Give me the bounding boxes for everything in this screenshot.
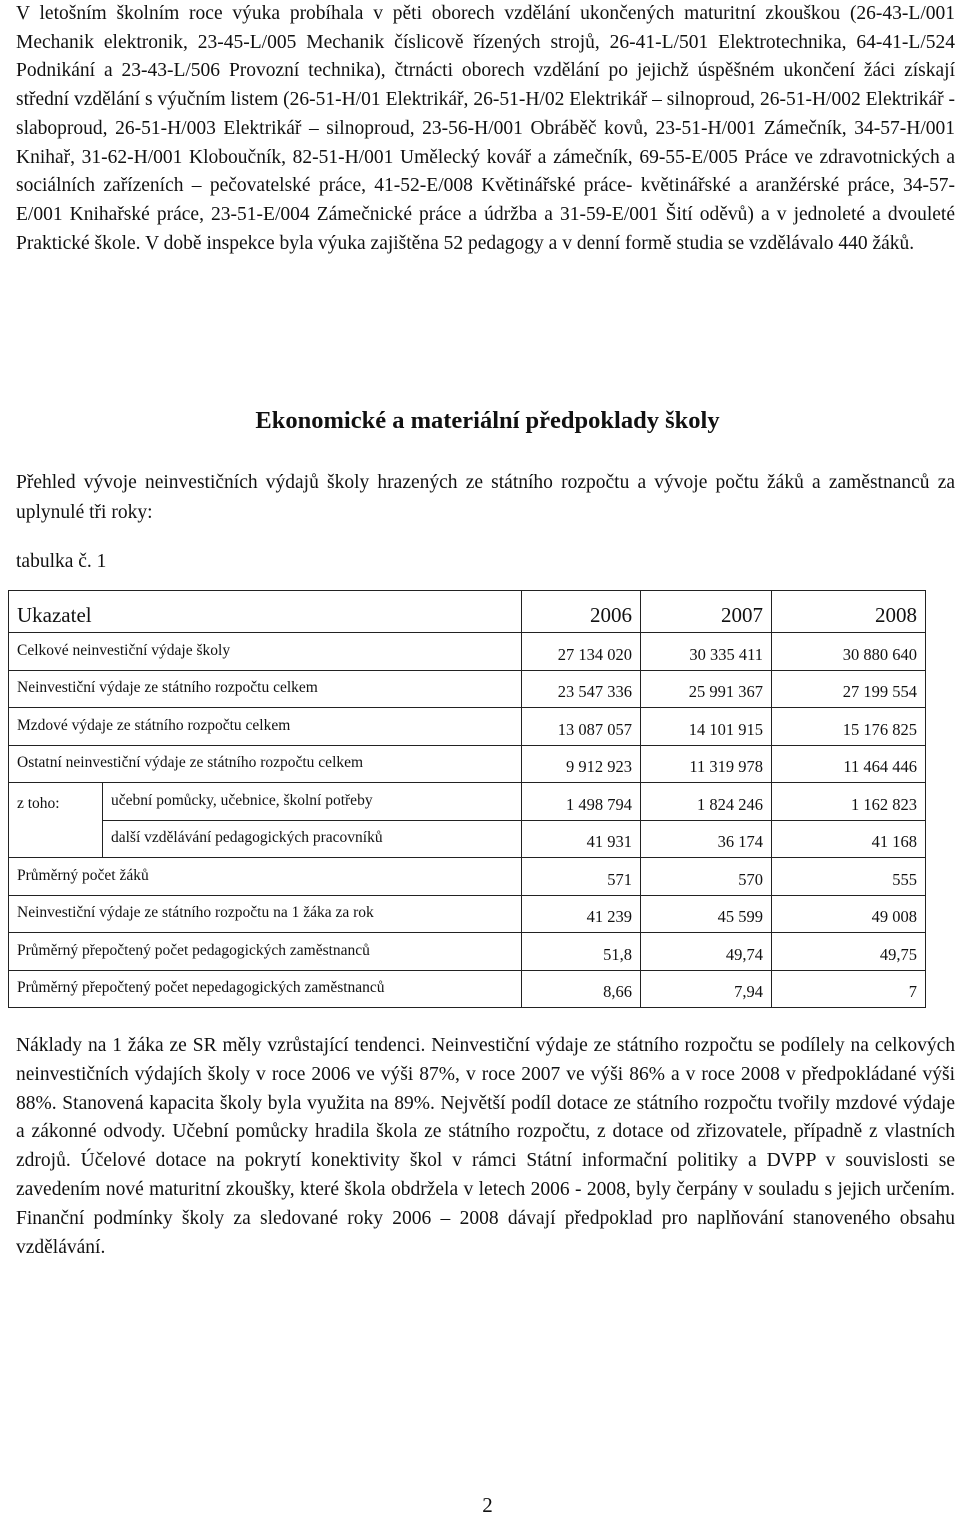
row-value: 555 bbox=[772, 858, 926, 896]
row-label: Neinvestiční výdaje ze státního rozpočtu na 1 žáka za rok bbox=[9, 895, 522, 933]
table-sub-row bbox=[9, 820, 926, 858]
row-value: 1 498 794 bbox=[522, 783, 641, 821]
page-number: 2 bbox=[482, 1493, 493, 1517]
row-value: 7,94 bbox=[641, 970, 772, 1008]
row-value: 27 134 020 bbox=[522, 633, 641, 671]
header-indicator: Ukazatel bbox=[9, 591, 522, 633]
table-header-row bbox=[9, 591, 926, 633]
row-value: 11 464 446 bbox=[772, 745, 926, 783]
row-value: 30 880 640 bbox=[772, 633, 926, 671]
row-value: 49,75 bbox=[772, 933, 926, 971]
row-value: 41 239 bbox=[522, 895, 641, 933]
table-intro-paragraph: Přehled vývoje neinvestičních výdajů školy hrazených ze státního rozpočtu a vývoje počtu žáků a zaměstnanců za uplynulé tři roky: bbox=[16, 472, 955, 523]
row-value: 11 319 978 bbox=[641, 745, 772, 783]
row-label: Ostatní neinvestiční výdaje ze státního rozpočtu celkem bbox=[9, 745, 522, 783]
closing-paragraph: Náklady na 1 žáka ze SR měly vzrůstající tendenci. Neinvestiční výdaje ze státního rozpočtu se podílely na celkových neinvestičních výdajích školy v roce 2006 ve výši 87%, v roce 2007 ve výši 86% a v roce 2008 v předpokládané výši 88%. Stanovená kapacita školy byla využita na 89%. Největší podíl dotace ze státního rozpočtu tvořily mzdové výdaje a zákonné odvody. Učební pomůcky hradila škola ze státního rozpočtu, z dotace od zřizovatele, případně z vlastních zdrojů. Účelové dotace na pokrytí konektivity škol v rámci Státní informační politiky a DVPP v souvislosti se zavedením nové maturitní zkoušky, které škola obdržela v letech 2006 - 2008, byly čerpány v souladu s jejich určením. Finanční podmínky školy za sledované roky 2006 – 2008 dávají předpoklad pro naplňování stanoveného obsahu vzdělávání. bbox=[16, 1035, 955, 1258]
table-row bbox=[9, 895, 926, 933]
sub-row-label: učební pomůcky, učebnice, školní potřeby bbox=[103, 783, 522, 821]
section-heading: Ekonomické a materiální předpoklady školy bbox=[255, 407, 720, 434]
row-value: 1 162 823 bbox=[772, 783, 926, 821]
row-value: 13 087 057 bbox=[522, 708, 641, 746]
header-year-2008: 2008 bbox=[772, 591, 926, 633]
row-value: 41 168 bbox=[772, 820, 926, 858]
row-value: 36 174 bbox=[641, 820, 772, 858]
table-row bbox=[9, 970, 926, 1008]
table-caption: tabulka č. 1 bbox=[16, 551, 107, 572]
table-row bbox=[9, 745, 926, 783]
row-label: Mzdové výdaje ze státního rozpočtu celkem bbox=[9, 708, 522, 746]
row-value: 30 335 411 bbox=[641, 633, 772, 671]
table-row bbox=[9, 708, 926, 746]
row-value: 570 bbox=[641, 858, 772, 896]
of-which-label: z toho: bbox=[9, 783, 103, 858]
row-value: 25 991 367 bbox=[641, 670, 772, 708]
table-row bbox=[9, 933, 926, 971]
row-value: 1 824 246 bbox=[641, 783, 772, 821]
row-value: 8,66 bbox=[522, 970, 641, 1008]
header-year-2007: 2007 bbox=[641, 591, 772, 633]
row-value: 41 931 bbox=[522, 820, 641, 858]
row-value: 14 101 915 bbox=[641, 708, 772, 746]
row-value: 23 547 336 bbox=[522, 670, 641, 708]
row-value: 45 599 bbox=[641, 895, 772, 933]
row-label: Průměrný počet žáků bbox=[9, 858, 522, 896]
row-label: Neinvestiční výdaje ze státního rozpočtu celkem bbox=[9, 670, 522, 708]
row-value: 49,74 bbox=[641, 933, 772, 971]
row-value: 49 008 bbox=[772, 895, 926, 933]
table-row bbox=[9, 858, 926, 896]
row-label: Celkové neinvestiční výdaje školy bbox=[9, 633, 522, 671]
row-label: Průměrný přepočtený počet nepedagogických zaměstnanců bbox=[9, 970, 522, 1008]
row-value: 7 bbox=[772, 970, 926, 1008]
row-value: 51,8 bbox=[522, 933, 641, 971]
table-row bbox=[9, 670, 926, 708]
table-sub-row bbox=[9, 783, 926, 821]
row-value: 9 912 923 bbox=[522, 745, 641, 783]
row-label: Průměrný přepočtený počet pedagogických zaměstnanců bbox=[9, 933, 522, 971]
intro-paragraph: V letošním školním roce výuka probíhala v pěti oborech vzdělání ukončených maturitní zkouškou (26-43-L/001 Mechanik elektronik, 23-45-L/005 Mechanik číslicově řízených strojů, 26-41-L/501 Elektrotechnika, 64-41-L/524 Podnikání a 23-43-L/506 Provozní technika), čtrnácti oborech vzdělání po jejichž úspěšném ukončení žáci získají střední vzdělání s výučním listem (26-51-H/01 Elektrikář, 26-51-H/02 Elektrikář – silnoproud, 26-51-H/002 Elektrikář - slaboproud, 26-51-H/003 Elektrikář – silnoproud, 23-56-H/001 Obráběč kovů, 23-51-H/001 Zámečník, 34-57-H/001 Knihař, 31-62-H/001 Kloboučník, 82-51-H/001 Umělecký kovář a zámečník, 69-55-E/005 Práce ve zdravotnických a sociálních zařízeních – pečovatelské práce, 41-52-E/008 Květinářské práce- květinářské a aranžérské práce, 34-57-E/001 Knihařské práce, 23-51-E/004 Zámečnické práce a údržba a 31-59-E/001 Šití oděvů) a v jednoleté a dvouleté Praktické škole. V době inspekce byla výuka zajištěna 52 pedagogy a v denní formě studia se vzdělávalo 440 žáků. bbox=[16, 3, 955, 254]
header-year-2006: 2006 bbox=[522, 591, 641, 633]
expenditure-table bbox=[8, 590, 926, 1008]
row-value: 571 bbox=[522, 858, 641, 896]
row-value: 15 176 825 bbox=[772, 708, 926, 746]
table-row bbox=[9, 633, 926, 671]
row-value: 27 199 554 bbox=[772, 670, 926, 708]
sub-row-label: další vzdělávání pedagogických pracovníků bbox=[103, 820, 522, 858]
